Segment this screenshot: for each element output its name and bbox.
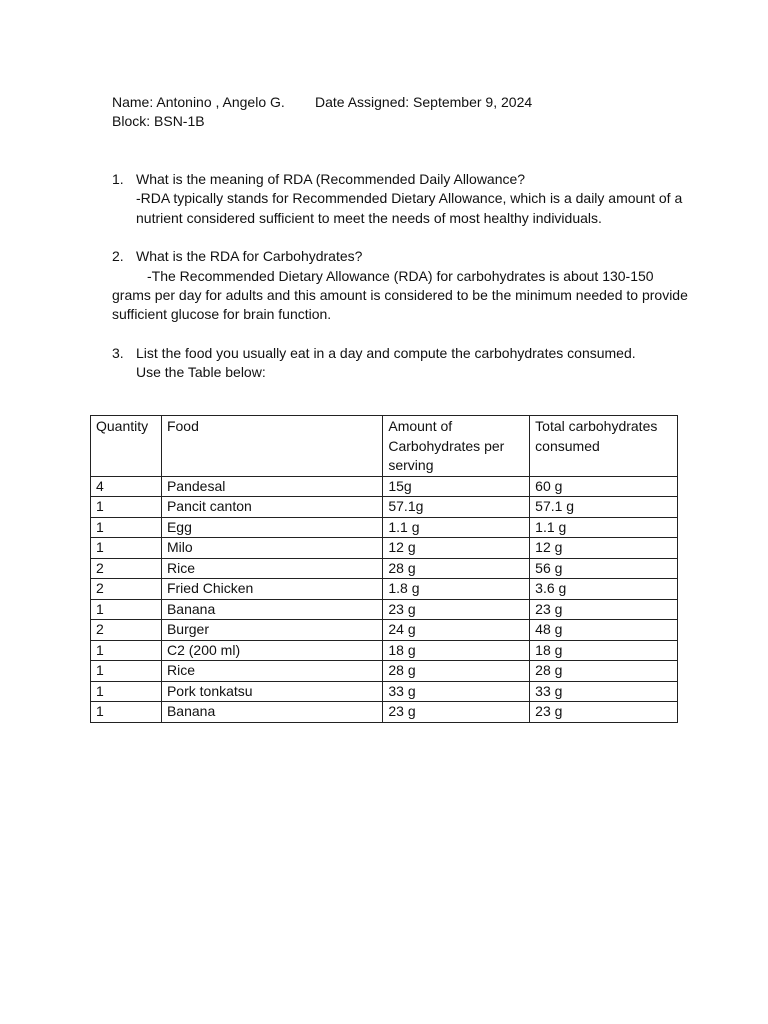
quantity-cell: 1 bbox=[91, 517, 162, 538]
question-text-line2: Use the Table below: bbox=[136, 364, 266, 381]
quantity-cell: 2 bbox=[91, 579, 162, 600]
document-header bbox=[112, 93, 532, 131]
student-name-wrap bbox=[112, 93, 315, 112]
question-text: What is the meaning of RDA (Recommended Daily Allowance? bbox=[136, 171, 526, 187]
food-cell: Pork tonkatsu bbox=[161, 681, 382, 702]
carbs-per-serving-cell: 28 g bbox=[383, 558, 530, 579]
total-carbs-cell: 60 g bbox=[530, 476, 678, 497]
carbs-per-serving-cell: 18 g bbox=[383, 640, 530, 661]
column-header-quantity: Quantity bbox=[91, 416, 162, 477]
question-text: What is the RDA for Carbohydrates? bbox=[136, 248, 363, 265]
table-row bbox=[91, 558, 678, 579]
food-cell: Pandesal bbox=[161, 476, 382, 497]
quantity-cell: 1 bbox=[91, 640, 162, 661]
student-name: Name: Antonino , Angelo G. bbox=[112, 94, 285, 110]
food-cell: Rice bbox=[161, 558, 382, 579]
table-row bbox=[91, 517, 678, 538]
total-carbs-cell: 48 g bbox=[530, 620, 678, 641]
table-row bbox=[91, 681, 678, 702]
table-header-row bbox=[91, 416, 678, 477]
quantity-cell: 1 bbox=[91, 538, 162, 559]
questions-list bbox=[112, 170, 692, 402]
food-cell: Banana bbox=[161, 702, 382, 723]
table-row bbox=[91, 599, 678, 620]
question-text: List the food you usually eat in a day and compute the carbohydrates consumed. bbox=[136, 344, 636, 361]
column-header-food: Food bbox=[161, 416, 382, 477]
food-cell: Pancit canton bbox=[161, 497, 382, 518]
carbs-per-serving-cell: 23 g bbox=[383, 599, 530, 620]
table-row bbox=[91, 476, 678, 497]
carbs-per-serving-cell: 12 g bbox=[383, 538, 530, 559]
carbs-per-serving-cell: 23 g bbox=[383, 702, 530, 723]
table-row bbox=[91, 702, 678, 723]
total-carbs-cell: 56 g bbox=[530, 558, 678, 579]
total-carbs-cell: 12 g bbox=[530, 538, 678, 559]
question-number: 3. bbox=[112, 344, 124, 361]
total-carbs-cell: 1.1 g bbox=[530, 517, 678, 538]
answer-text: -RDA typically stands for Recommended Dietary Allowance, which is a daily amount of a nutrient considered sufficient to meet the needs of most healthy individuals. bbox=[136, 190, 683, 226]
header-row bbox=[112, 93, 532, 112]
quantity-cell: 4 bbox=[91, 476, 162, 497]
question-number: 1. bbox=[112, 171, 124, 187]
table-row bbox=[91, 497, 678, 518]
total-carbs-cell: 3.6 g bbox=[530, 579, 678, 600]
quantity-cell: 1 bbox=[91, 497, 162, 518]
carbs-per-serving-cell: 28 g bbox=[383, 661, 530, 682]
answer-text: -The Recommended Dietary Allowance (RDA) for carbohydrates is about 130-150 grams per day for adults and this amount is considered to be the minimum needed to provide sufficient glucose for brain function. bbox=[112, 267, 688, 323]
food-cell: Egg bbox=[161, 517, 382, 538]
food-cell: Rice bbox=[161, 661, 382, 682]
quantity-cell: 1 bbox=[91, 681, 162, 702]
column-header-carbs-per-serving: Amount of Carbohydrates per serving bbox=[383, 416, 530, 477]
carbs-per-serving-cell: 33 g bbox=[383, 681, 530, 702]
quantity-cell: 1 bbox=[91, 702, 162, 723]
total-carbs-cell: 33 g bbox=[530, 681, 678, 702]
quantity-cell: 1 bbox=[91, 599, 162, 620]
carbs-per-serving-cell: 1.1 g bbox=[383, 517, 530, 538]
food-cell: Banana bbox=[161, 599, 382, 620]
carbs-per-serving-cell: 24 g bbox=[383, 620, 530, 641]
table-row bbox=[91, 620, 678, 641]
table-row bbox=[91, 579, 678, 600]
total-carbs-cell: 57.1 g bbox=[530, 497, 678, 518]
question-item-1 bbox=[112, 170, 692, 228]
block-label: Block: BSN-1B bbox=[112, 113, 205, 129]
quantity-cell: 1 bbox=[91, 661, 162, 682]
question-item-2 bbox=[112, 247, 692, 325]
table-row bbox=[91, 538, 678, 559]
food-cell: Fried Chicken bbox=[161, 579, 382, 600]
question-number: 2. bbox=[112, 248, 124, 265]
column-header-total-carbs: Total carbohydrates consumed bbox=[530, 416, 678, 477]
total-carbs-cell: 28 g bbox=[530, 661, 678, 682]
food-cell: Burger bbox=[161, 620, 382, 641]
quantity-cell: 2 bbox=[91, 558, 162, 579]
total-carbs-cell: 23 g bbox=[530, 702, 678, 723]
table-row bbox=[91, 640, 678, 661]
total-carbs-cell: 23 g bbox=[530, 599, 678, 620]
date-assigned: Date Assigned: September 9, 2024 bbox=[315, 94, 533, 110]
food-cell: Milo bbox=[161, 538, 382, 559]
carbs-per-serving-cell: 15g bbox=[383, 476, 530, 497]
question-item-3 bbox=[112, 344, 692, 383]
quantity-cell: 2 bbox=[91, 620, 162, 641]
table-row bbox=[91, 661, 678, 682]
carbs-per-serving-cell: 57.1g bbox=[383, 497, 530, 518]
carbs-per-serving-cell: 1.8 g bbox=[383, 579, 530, 600]
total-carbs-cell: 18 g bbox=[530, 640, 678, 661]
carbohydrate-table bbox=[90, 415, 678, 723]
food-cell: C2 (200 ml) bbox=[161, 640, 382, 661]
